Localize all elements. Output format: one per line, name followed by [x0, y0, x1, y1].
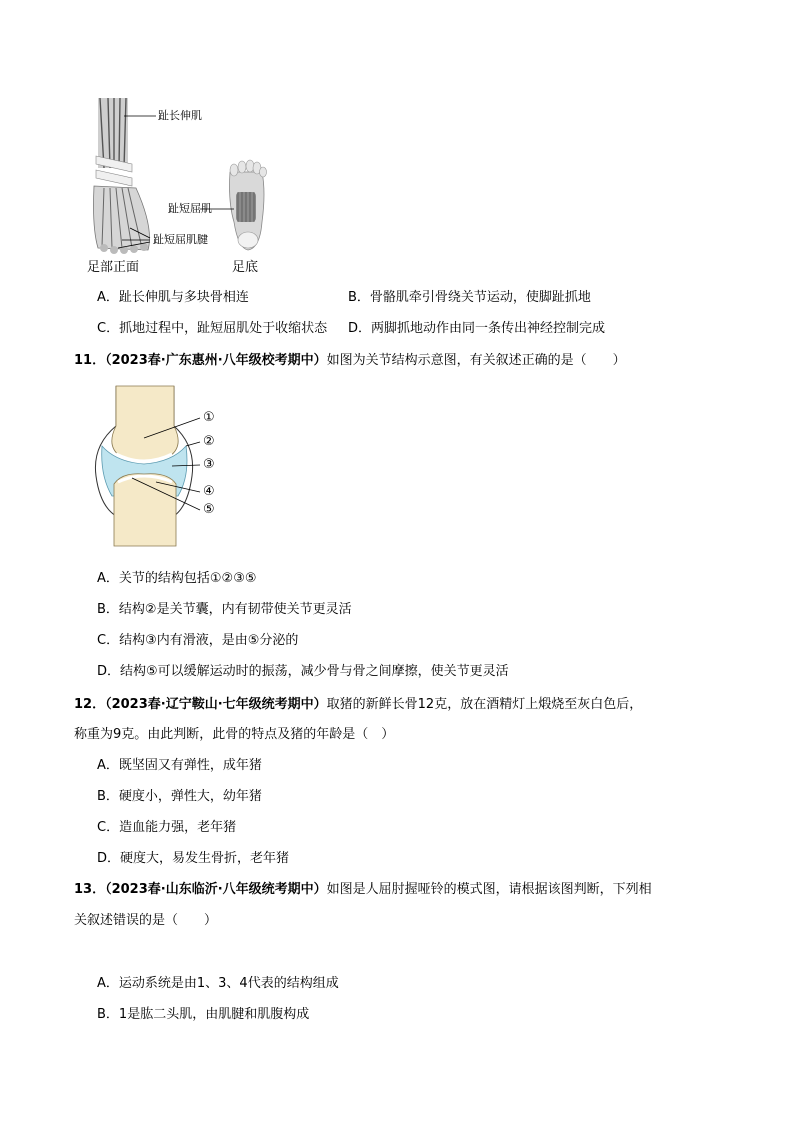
label-flexor-digitorum-brevis: 趾短屈肌 — [168, 202, 212, 215]
joint-label-5: ⑤ — [203, 502, 215, 517]
q10-option-a: A．趾长伸肌与多块骨相连 — [97, 290, 249, 305]
q11-source: （2023春·广东惠州·八年级校考期中） — [105, 353, 327, 368]
q10-option-b: B．骨骼肌牵引骨绕关节运动，使脚趾抓地 — [348, 290, 591, 305]
q13-number: 13． — [74, 882, 106, 897]
q13-source: （2023春·山东临沂·八年级统考期中） — [105, 882, 327, 897]
q11-stem — [74, 353, 626, 369]
q10-option-d: D．两脚抓地动作由同一条传出神经控制完成 — [348, 321, 606, 336]
q12-option-b: B．硬度小，弹性大，幼年猪 — [97, 789, 262, 804]
q13-stem-line1: 如图是人屈肘握哑铃的模式图，请根据该图判断，下列相 — [326, 882, 652, 897]
label-flexor-tendon: 趾短屈肌腱 — [153, 233, 208, 246]
q11-option-a: A．关节的结构包括①②③⑤ — [97, 571, 257, 586]
q11-option-d: D．结构⑤可以缓解运动时的振荡，减少骨与骨之间摩擦，使关节更灵活 — [97, 664, 509, 679]
joint-label-3: ③ — [203, 457, 215, 472]
q13-option-a: A．运动系统是由1、3、4代表的结构组成 — [97, 976, 339, 991]
q11-option-b: B．结构②是关节囊，内有韧带使关节更灵活 — [97, 602, 352, 617]
caption-foot-front: 足部正面 — [87, 260, 140, 275]
label-extensor-digitorum-longus: 趾长伸肌 — [158, 109, 202, 122]
foot-pointer-lines — [0, 0, 794, 300]
q12-option-a: A．既坚固又有弹性，成年猪 — [97, 758, 262, 773]
q13-stem-line2: 关叙述错误的是（ ） — [74, 913, 218, 928]
q13-stem — [74, 882, 652, 898]
joint-label-4: ④ — [203, 484, 215, 499]
joint-label-2: ② — [203, 434, 215, 449]
joint-label-1: ① — [203, 410, 215, 425]
q11-option-c: C．结构③内有滑液，是由⑤分泌的 — [97, 633, 299, 648]
q12-option-c: C．造血能力强，老年猪 — [97, 820, 237, 835]
q12-number: 12． — [74, 697, 106, 712]
q12-source: （2023春·辽宁鞍山·七年级统考期中） — [105, 697, 327, 712]
q12-stem-line2: 称重为9克。由此判断，此骨的特点及猪的年龄是（ ） — [74, 727, 395, 742]
q12-stem — [74, 697, 642, 713]
caption-foot-sole: 足底 — [232, 260, 259, 275]
q12-option-d: D．硬度大，易发生骨折，老年猪 — [97, 851, 290, 866]
q13-option-b: B．1是肱二头肌，由肌腱和肌腹构成 — [97, 1007, 310, 1022]
q11-number: 11． — [74, 353, 106, 368]
q11-stem-text: 如图为关节结构示意图，有关叙述正确的是（ ） — [326, 353, 626, 368]
q12-stem-line1: 取猪的新鲜长骨12克，放在酒精灯上煅烧至灰白色后， — [326, 697, 643, 712]
q10-option-c: C．抓地过程中，趾短屈肌处于收缩状态 — [97, 321, 328, 336]
